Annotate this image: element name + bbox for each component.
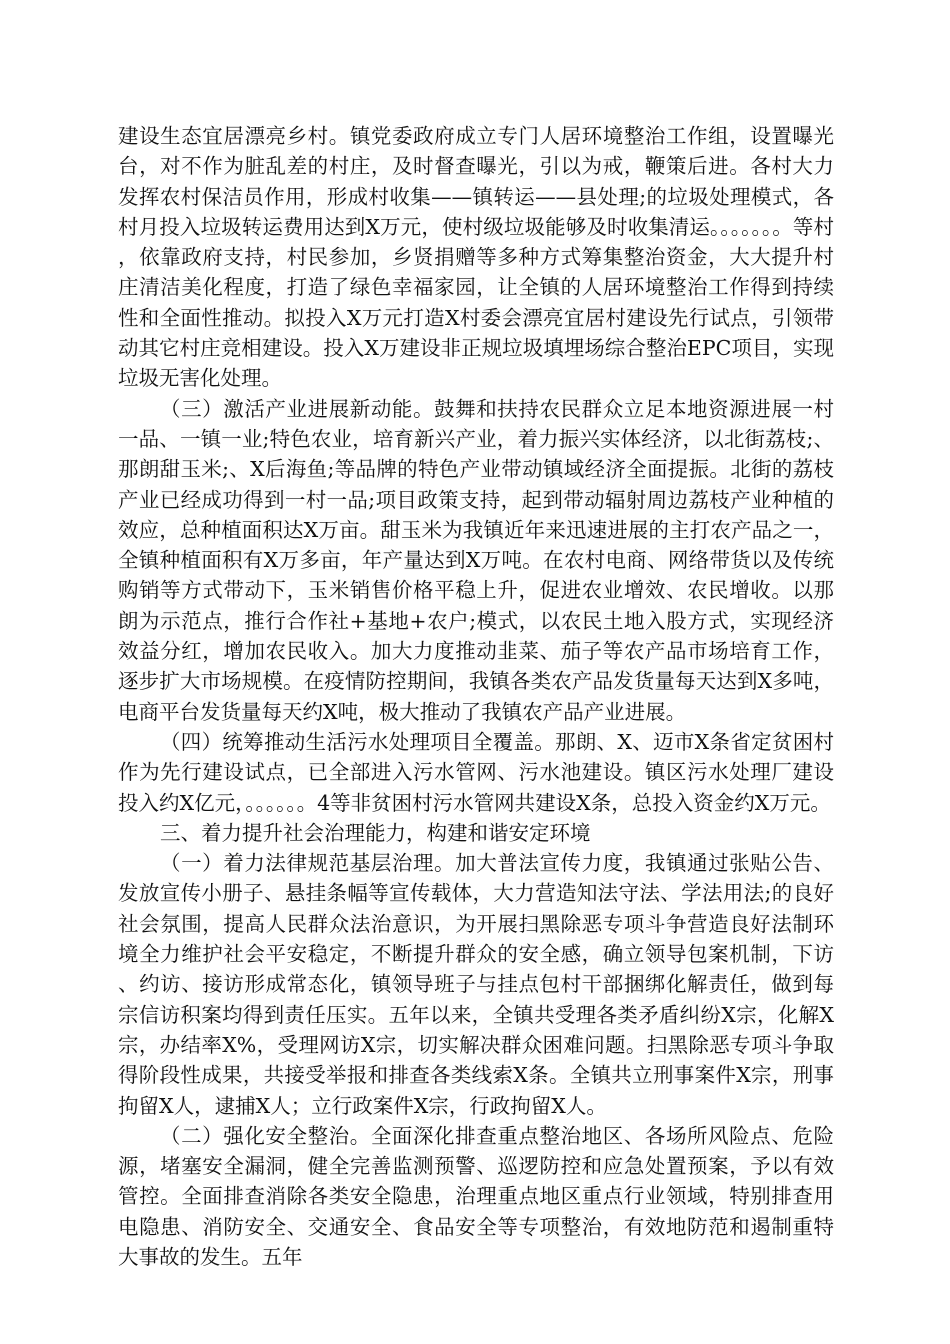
document-body: [118, 121, 834, 1272]
section-heading-social-governance: 三、着力提升社会治理能力，构建和谐安定环境: [160, 820, 591, 845]
paragraph-legal-governance: （一）着力法律规范基层治理。加大普法宣传力度，我镇通过张贴公告、发放宣传小册子、悬挂条幅等宣传载体，大力营造知法守法、学法用法;的良好社会氛围，提高人民群众法治意识，为开展扫黑除恶专项斗争营造良好法制环境全力维护社会平安稳定，不断提升群众的安全感，确立领导包案机制，下访、约访、接访形成常态化，镇领导班子与挂点包村干部捆绑化解责任，做到每宗信访积案均得到责任压实。五年以来，全镇共受理各类矛盾纠纷X宗，化解X宗，办结率X%，受理网访X宗，切实解决群众困难问题。扫黑除恶专项斗争取得阶段性成果，共接受举报和排查各类线索X条。全镇共立刑事案件X宗，刑事拘留X人，逮捕X人；立行政案件X宗，行政拘留X人。: [118, 851, 834, 1118]
paragraph-safety-rectification: （二）强化安全整治。全面深化排查重点整治地区、各场所风险点、危险源，堵塞安全漏洞，健全完善监测预警、巡逻防控和应急处置预案，予以有效管控。全面排查消除各类安全隐患，治理重点地区重点行业领域，特别排查用电隐患、消防安全、交通安全、食品安全等专项整治，有效地防范和遏制重特大事故的发生。五年: [118, 1123, 834, 1269]
paragraph-rural-environment: 建设生态宜居漂亮乡村。镇党委政府成立专门人居环境整治工作组，设置曝光台，对不作为脏乱差的村庄，及时督查曝光，引以为戒，鞭策后进。各村大力发挥农村保洁员作用，形成村收集——镇转运——县处理;的垃圾处理模式，各村月投入垃圾转运费用达到X万元，使村级垃圾能够及时收集清运。。。。。。。等村，依靠政府支持，村民参加，乡贤捐赠等多种方式筹集整治资金，大大提升村庄清洁美化程度，打造了绿色幸福家园，让全镇的人居环境整治工作得到持续性和全面性推动。拟投入X万元打造X村委会漂亮宜居村建设先行试点，引领带动其它村庄竞相建设。投入X万建设非正规垃圾填埋场综合整治EPC项目，实现垃圾无害化处理。: [118, 124, 834, 391]
paragraph-sewage-treatment: （四）统筹推动生活污水处理项目全覆盖。那朗、X、迈市X条省定贫困村作为先行建设试点，已全部进入污水管网、污水池建设。镇区污水处理厂建设投入约X亿元，。。。。。。4等非贫困村污水管网共建设X条，总投入资金约X万元。: [118, 729, 834, 815]
paragraph-industry-development: （三）激活产业进展新动能。鼓舞和扶持农民群众立足本地资源进展一村一品、一镇一业;特色农业，培育新兴产业，着力振兴实体经济，以北街荔枝;、那朗甜玉米;、X后海鱼;等品牌的特色产业带动镇域经济全面提振。北街的荔枝产业已经成功得到一村一品;项目政策支持，起到带动辐射周边荔枝产业种植的效应，总种植面积达X万亩。甜玉米为我镇近年来迅速进展的主打农产品之一，全镇种植面积有X万多亩，年产量达到X万吨。在农村电商、网络带货以及传统购销等方式带动下，玉米销售价格平稳上升，促进农业增效、农民增收。以那朗为示范点，推行合作社+基地+农户;模式，以农民土地入股方式，实现经济效益分红，增加农民收入。加大力度推动韭菜、茄子等农产品市场培育工作，逐步扩大市场规模。在疫情防控期间，我镇各类农产品发货量每天达到X多吨，电商平台发货量每天约X吨，极大推动了我镇农产品产业进展。: [118, 396, 834, 724]
